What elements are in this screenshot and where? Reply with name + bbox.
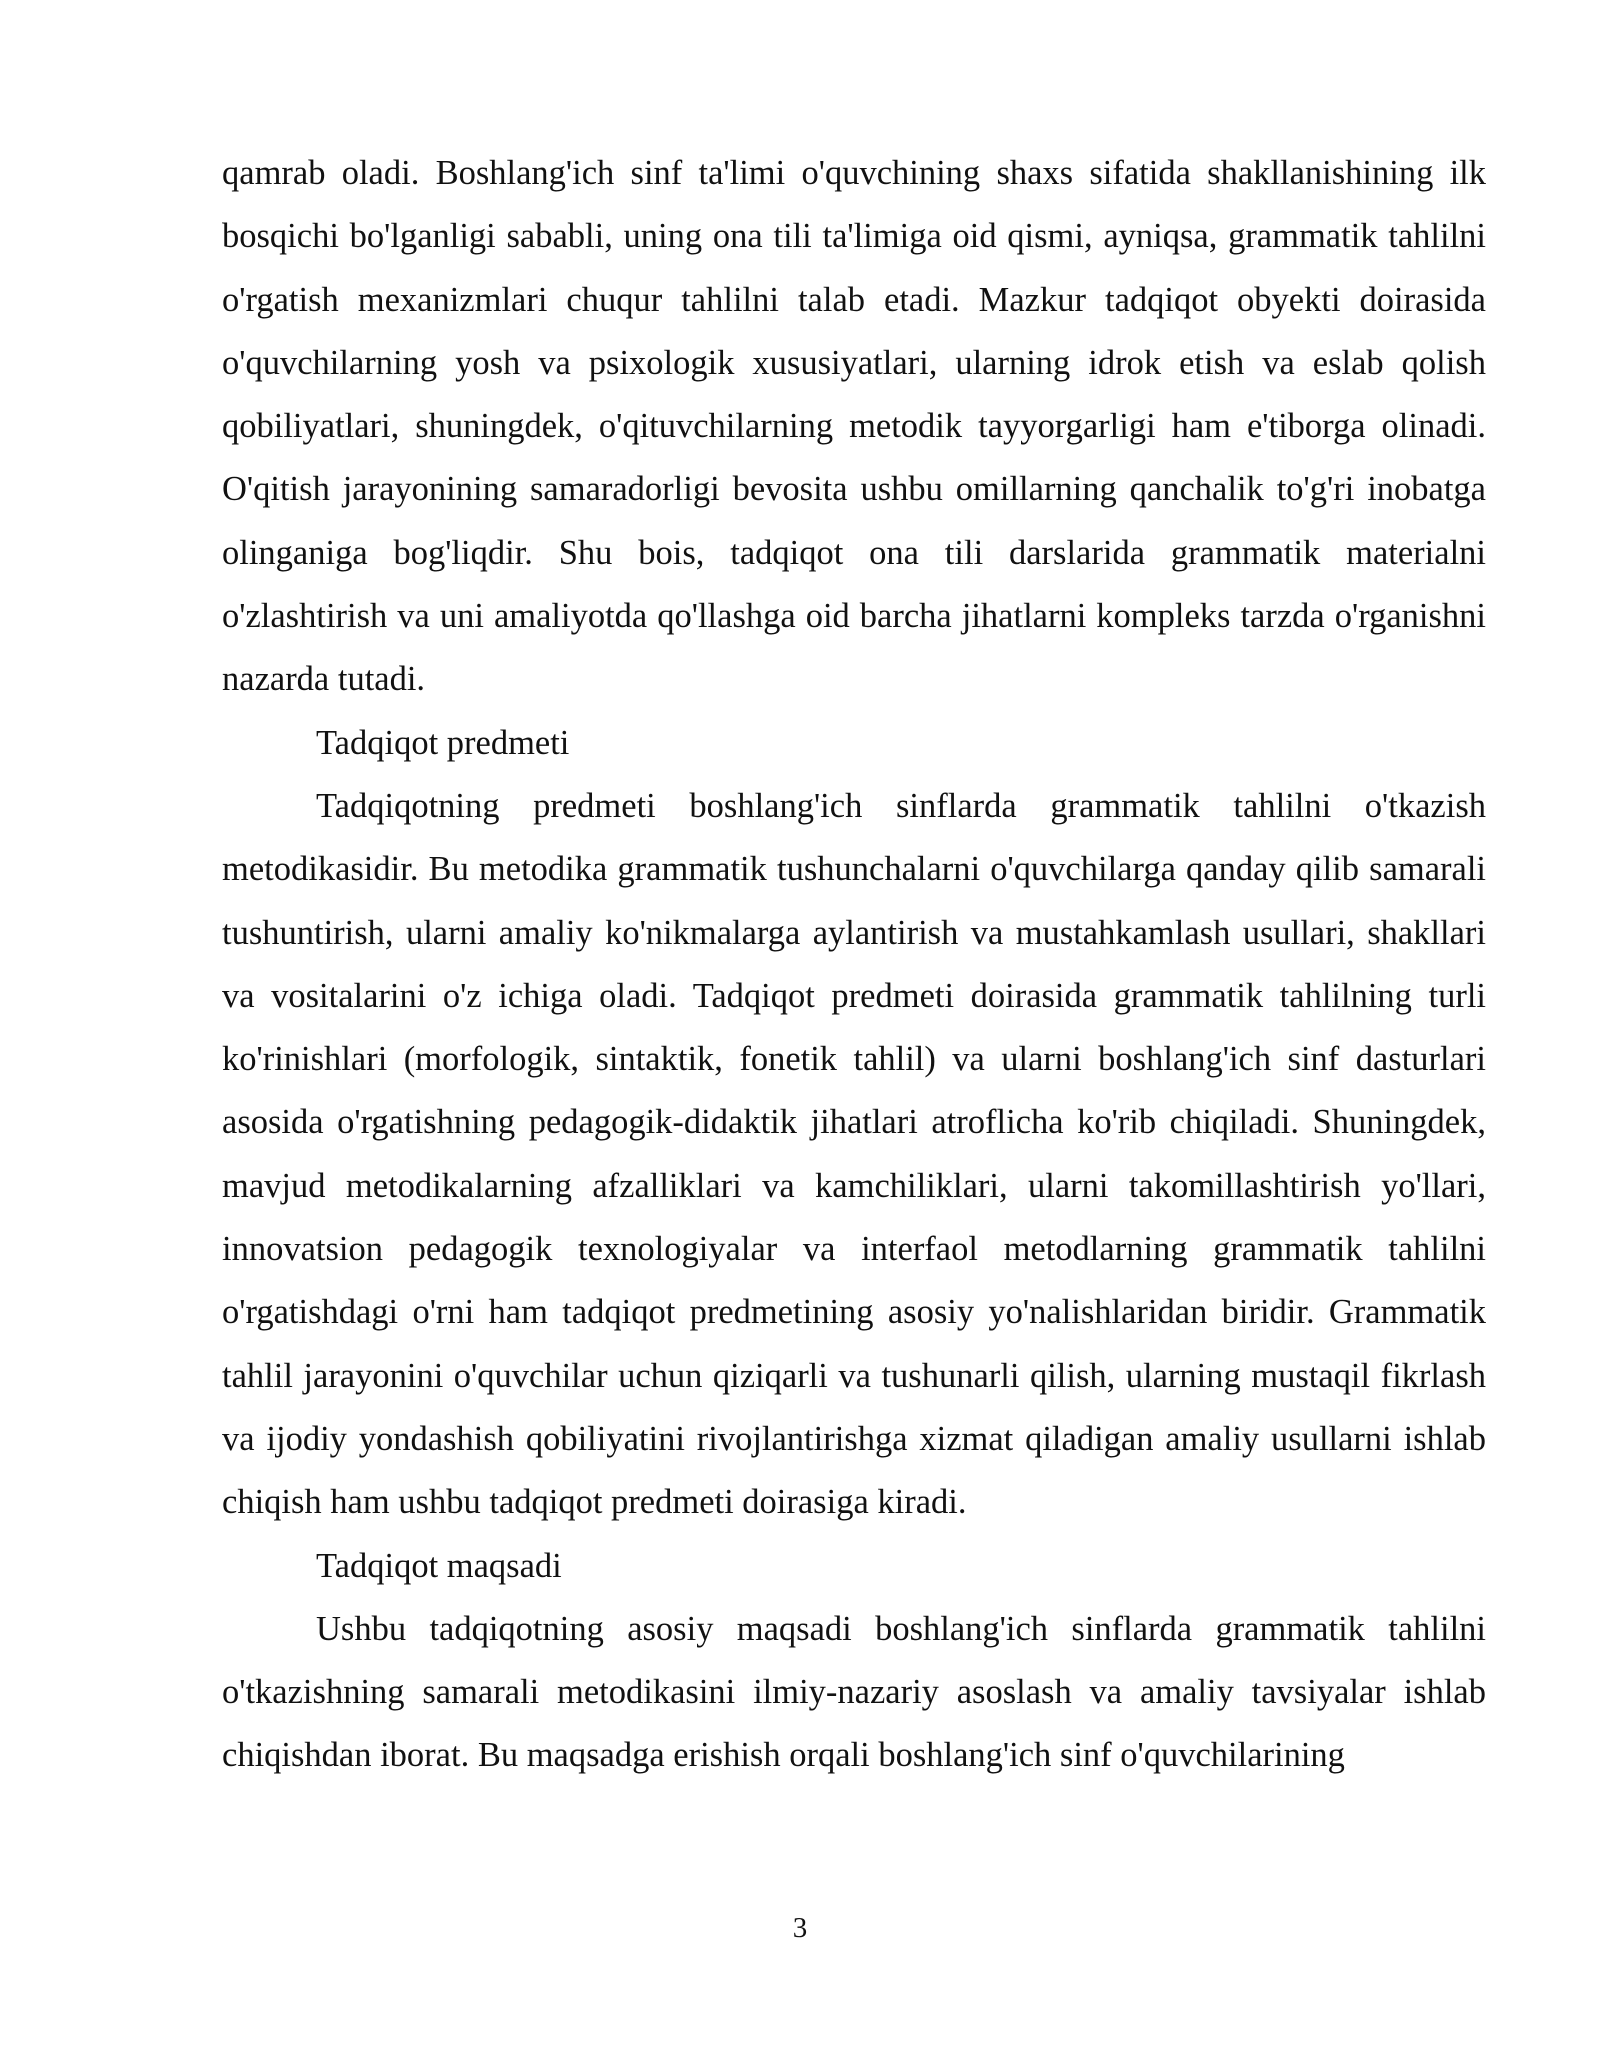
paragraph-continuation: qamrab oladi. Boshlang'ich sinf ta'limi o'quvchining shaxs sifatida shakllanishining ilk bosqichi bo'lganligi sababli, uning ona tili ta'limiga oid qismi, ayniqsa, grammatik tahlilni o'rgatish mexanizmlari chuqur tahlilni talab etadi. Mazkur tadqiqot obyekti doirasida o'quvchilarning yosh va psixologik xususiyatlari, ularning idrok etish va eslab qolish qobiliyatlari, shuningdek, o'qituvchilarning metodik tayyorgarligi ham e'tiborga olinadi. O'qitish jarayonining samaradorligi bevosita ushbu omillarning qanchalik to'g'ri inobatga olinganiga bog'liqdir. Shu bois, tadqiqot ona tili darslarida grammatik materialni o'zlashtirish va uni amaliyotda qo'llashga oid barcha jihatlarni kompleks tarzda o'rganishni nazarda tutadi. xyxy=(222,154,1486,699)
page-number: 3 xyxy=(792,1912,808,1944)
section-heading-maqsad: Tadqiqot maqsadi xyxy=(316,1546,562,1585)
paragraph-predmet: Tadqiqotning predmeti boshlang'ich sinflarda grammatik tahlilni o'tkazish metodikasidir. Bu metodika grammatik tushunchalarni o'quvchilarga qanday qilib samarali tushuntirish, ularni amaliy ko'nikmalarga aylantirish va mustahkamlash usullari, shakllari va vositalarini o'z ichiga oladi. Tadqiqot predmeti doirasida grammatik tahlilning turli ko'rinishlari (morfologik, sintaktik, fonetik tahlil) va ularni boshlang'ich sinf dasturlari asosida o'rgatishning pedagogik-didaktik jihatlari atroflicha ko'rib chiqiladi. Shuningdek, mavjud metodikalarning afzalliklari va kamchiliklari, ularni takomillashtirish yo'llari, innovatsion pedagogik texnologiyalar va interfaol metodlarning grammatik tahlilni o'rgatishdagi o'rni ham tadqiqot predmetining asosiy yo'nalishlaridan biridir. Grammatik tahlil jarayonini o'quvchilar uchun qiziqarli va tushunarli qilish, ularning mustaqil fikrlash va ijodiy yondashish qobiliyatini rivojlantirishga xizmat qiladigan amaliy usullarni ishlab chiqish ham ushbu tadqiqot predmeti doirasiga kiradi. xyxy=(222,786,1486,1522)
paragraph-maqsad: Ushbu tadqiqotning asosiy maqsadi boshlang'ich sinflarda grammatik tahlilni o'tkazishning samarali metodikasini ilmiy-nazariy asoslash va amaliy tavsiyalar ishlab chiqishdan iborat. Bu maqsadga erishish orqali boshlang'ich sinf o'quvchilarining xyxy=(222,1609,1486,1775)
document-body xyxy=(222,142,1486,1788)
section-heading-predmet: Tadqiqot predmeti xyxy=(316,723,570,762)
